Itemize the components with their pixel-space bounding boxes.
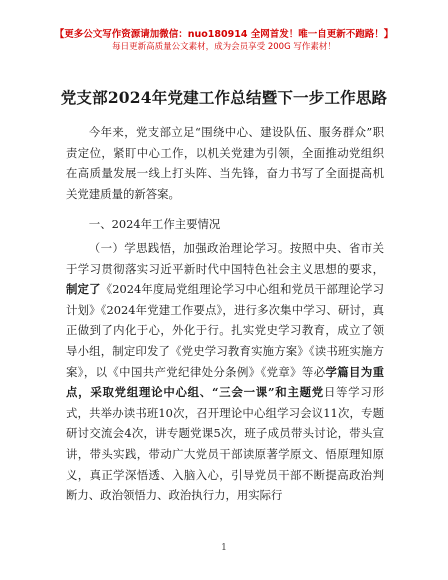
document-title: 党支部2024年党建工作总结暨下一步工作思路 [60,88,388,107]
paragraph-study [66,238,384,506]
promo-banner-line-2: 每日更新高质量公文素材，成为会员享受 200G 写作素材！ [112,42,336,52]
bold-text: 学篇目为重点，采取党组理论中心组、“三会一课”和主题党 [66,364,384,400]
page-number: 1 [221,543,227,553]
paragraph-text: （一）学思践悟，加强政治理论学习。按照中央、省市关于学习贯彻落实习近平新时代中国特色社会主义思想的要求， [66,240,384,276]
promo-banner-line-1: 【更多公文写作资源请加微信：nuo180914 全网首发！唯一自更新不跑路！】 [54,29,394,40]
bold-text: 制定了 [66,282,101,297]
promo-banner [0,28,448,54]
document-body [66,122,384,506]
paragraph-text: 《2024年度局党组理论学习中心组和党员干部理论学习计划》《2024年党建工作要点》，进行多次集中学习、研讨，真正做到了内化于心，外化于行。扎实党史学习教育，成立了领导小组，制定印发了《党史学习教育实施方案》《读书班实施方案》，以《中国共产党纪律处分条例》《党章》等必 [66,282,384,379]
intro-paragraph: 今年来，党支部立足“围绕中心、建设队伍、服务群众”职责定位，紧盯中心工作，以机关党建为引领，全面推动党组织在高质量发展一线上打头阵、当先锋，奋力书写了全面提高机关党建质量的新答案。 [66,125,384,201]
section-heading-1: 一、2024年工作主要情况 [88,217,221,232]
paragraph-text: 日等学习形式，共举办读书班10次，召开理论中心组学习会议11次，专题研讨交流会4次，讲专题党课5次，班子成员带头讨论，带头宣讲，带头实践，带动广大党员干部读原著学原文、悟原理知原义，真正学深悟透、入脑入心，引导党员干部不断提高政治判断力、政治领悟力、政治执行力，用实际行 [66,385,384,503]
